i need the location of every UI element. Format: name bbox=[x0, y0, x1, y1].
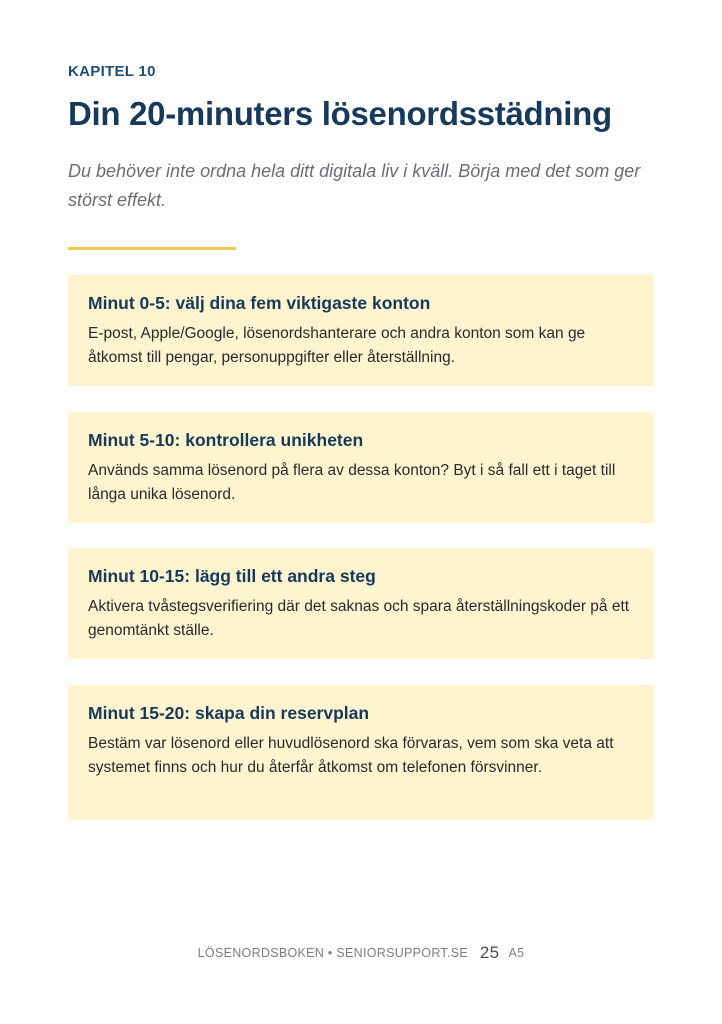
page-title: Din 20-minuters lösenordsstädning bbox=[68, 95, 612, 132]
accent-divider bbox=[68, 247, 236, 250]
lead-paragraph: Du behöver inte ordna hela ditt digitala liv i kväll. Börja med det som ger störst effekt. bbox=[68, 161, 641, 210]
step-card-10-15 bbox=[68, 548, 653, 659]
step-card-body: Används samma lösenord på flera av dessa konton? Byt i så fall ett i taget till långa unika lösenord. bbox=[88, 462, 616, 503]
chapter-label: KAPITEL 10 bbox=[68, 63, 156, 80]
footer-publication: LÖSENORDSBOKEN • SENIORSUPPORT.SE bbox=[197, 946, 469, 960]
page-footer bbox=[0, 943, 722, 963]
step-card-title: Minut 15-20: skapa din reservplan bbox=[88, 703, 370, 723]
step-card-body: E-post, Apple/Google, lösenordshanterare och andra konton som kan ge åtkomst till pengar, personuppgifter eller återställning. bbox=[88, 325, 586, 366]
step-card-5-10 bbox=[68, 412, 653, 523]
step-card-0-5 bbox=[68, 275, 653, 386]
step-card-title: Minut 10-15: lägg till ett andra steg bbox=[88, 566, 376, 586]
page-format: A5 bbox=[508, 946, 525, 960]
page-number: 25 bbox=[479, 943, 500, 962]
step-card-title: Minut 5-10: kontrollera unikheten bbox=[88, 430, 364, 450]
step-card-body: Bestäm var lösenord eller huvudlösenord ska förvaras, vem som ska veta att systemet finns och hur du återfår åtkomst om telefonen försvinner. bbox=[88, 735, 614, 776]
step-card-15-20 bbox=[68, 685, 653, 820]
step-card-body: Aktivera tvåstegsverifiering där det saknas och spara återställningskoder på ett genomtänkt ställe. bbox=[88, 598, 630, 639]
step-card-title: Minut 0-5: välj dina fem viktigaste konton bbox=[88, 293, 431, 313]
